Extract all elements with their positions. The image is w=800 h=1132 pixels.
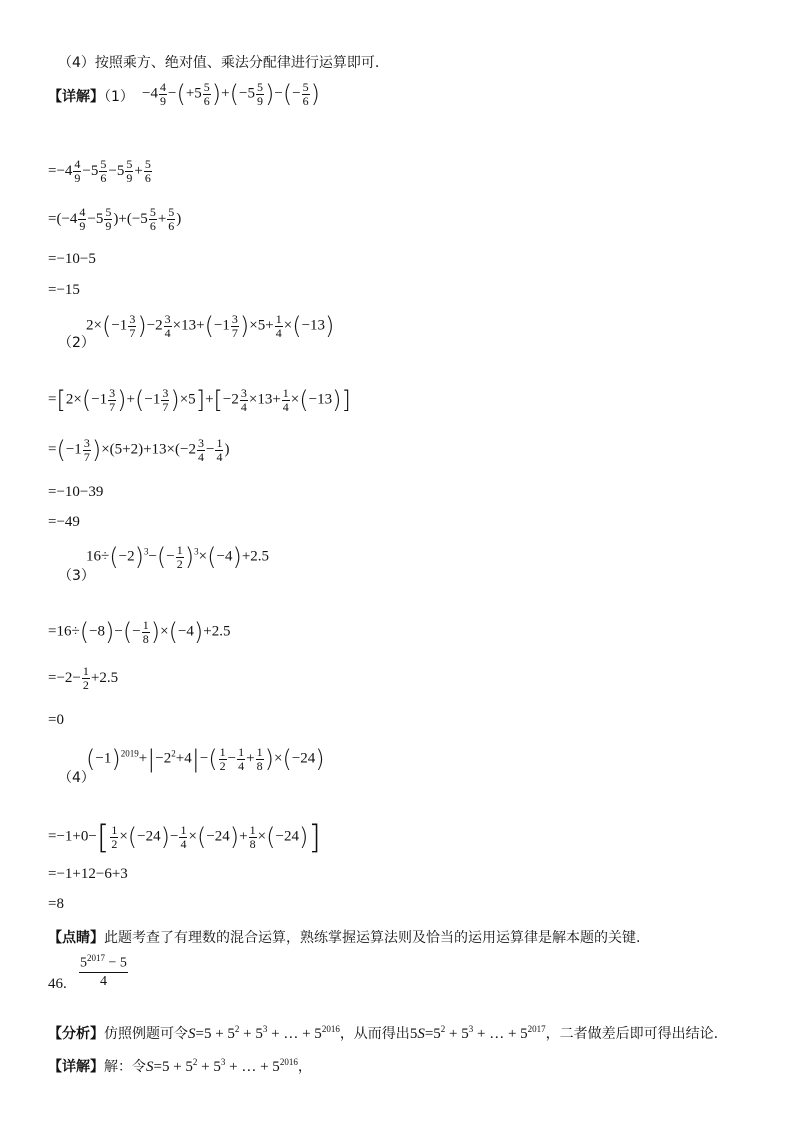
part3-label: （3） xyxy=(58,568,95,584)
q46-number: 46. xyxy=(48,976,67,992)
q46-answer: $\frac{5^{2017} - 5}{4}$ xyxy=(78,950,129,990)
analysis-s-def: $S=5 + 5^2 + 5^3$ + … + $5^{2016}$ xyxy=(188,1024,340,1042)
p2-step1: =[2×(−1 $\frac{3}{7}$ )+(−1 $\frac{3}{7}$ )×5]+[−2 $\frac{3}{4}$ ×13+ $\frac{1}{4}$ ×(−13)] xyxy=(48,385,351,414)
detail2-text: 解：令 xyxy=(104,1059,146,1075)
detail2 xyxy=(48,1056,312,1076)
p1-result: =−15 xyxy=(48,282,80,298)
comment-label: 【点睛】 xyxy=(48,930,104,946)
p1-step3: =−10−5 xyxy=(48,251,96,267)
p2-result: =−49 xyxy=(48,514,80,530)
p1-expression: −4 $\frac{4}{9}$ −(+5 $\frac{5}{6}$ )+(−5 $\frac{5}{9}$ )−(− $\frac{5}{6}$ ) xyxy=(142,79,321,108)
p2-step3: =−10−39 xyxy=(48,484,104,500)
p3-step1: =16÷(−8)−(− $\frac{1}{8}$ )×(−4)+2.5 xyxy=(48,617,231,646)
p2-expression: 2×(−1 $\frac{3}{7}$ )−2 $\frac{3}{4}$ ×13+(−1 $\frac{3}{7}$ )×5+ $\frac{1}{4}$ ×(−13) xyxy=(86,311,335,340)
p3-result: =0 xyxy=(48,712,64,728)
analysis-text1: 仿照例题可令 xyxy=(104,1026,188,1042)
step4-note: （4）按照乘方、绝对值、乘法分配律进行运算即可. xyxy=(58,55,380,71)
analysis-text2: ，从而得出 xyxy=(339,1026,410,1042)
p3-expression: $16\div(-2)^3-(-$ $\frac{1}{2}$ )$^3$×(−4)+2.5 xyxy=(86,542,270,571)
p1-step2: =(−4 $\frac{4}{9}$ −5 $\frac{5}{9}$ )+(−5 $\frac{5}{6}$ + $\frac{5}{6}$ ) xyxy=(48,205,182,233)
p4-expression: $(-1)^{2019}+|-2^2+4|-$( $\frac{1}{2}$ − $\frac{1}{4}$ + $\frac{1}{8}$ )×(−24) xyxy=(86,744,325,773)
p4-step1: =−1+0−[ $\frac{1}{2}$ ×(−24)− $\frac{1}{4}$ ×(−24)+ $\frac{1}{8}$ ×(−24)] xyxy=(48,818,321,856)
part4-label: （4） xyxy=(58,770,95,786)
analysis xyxy=(48,1023,718,1043)
comment-text: 此题考查了有理数的混合运算，熟练掌握运算法则及恰当的运用运算律是解本题的关键. xyxy=(104,930,641,946)
detail-label: 【详解】 xyxy=(48,89,104,105)
analysis-label: 【分析】 xyxy=(48,1026,104,1042)
comment xyxy=(48,927,640,947)
q46-denominator: 4 xyxy=(99,973,107,989)
p1-step1: =−4 $\frac{4}{9}$ −5 $\frac{5}{6}$ −5 $\frac{5}{9}$ + $\frac{5}{6}$ xyxy=(48,157,151,185)
p3-step2: =−2− $\frac{1}{2}$ +2.5 xyxy=(48,664,119,692)
p4-result: =8 xyxy=(48,896,64,912)
part1-header xyxy=(48,86,134,106)
part2-label: （2） xyxy=(58,335,95,351)
analysis-text3: ，二者做差后即可得出结论. xyxy=(545,1026,719,1042)
p4-step2: =−1+12−6+3 xyxy=(48,866,128,882)
p2-step2: =(−1 $\frac{3}{7}$ )×(5+2)+13×(−2 $\frac{3}{4}$ − $\frac{1}{4}$ ) xyxy=(48,435,230,464)
detail2-tail: ， xyxy=(297,1059,312,1075)
analysis-5s: $5S=5^2 + 5^3$ + … + $5^{2017}$ xyxy=(409,1024,546,1042)
detail2-s-def: $S=5 + 5^2 + 5^3$ + … + $5^{2016}$ xyxy=(146,1057,298,1075)
part1-label: （1） xyxy=(104,89,134,105)
detail2-label: 【详解】 xyxy=(48,1059,104,1075)
